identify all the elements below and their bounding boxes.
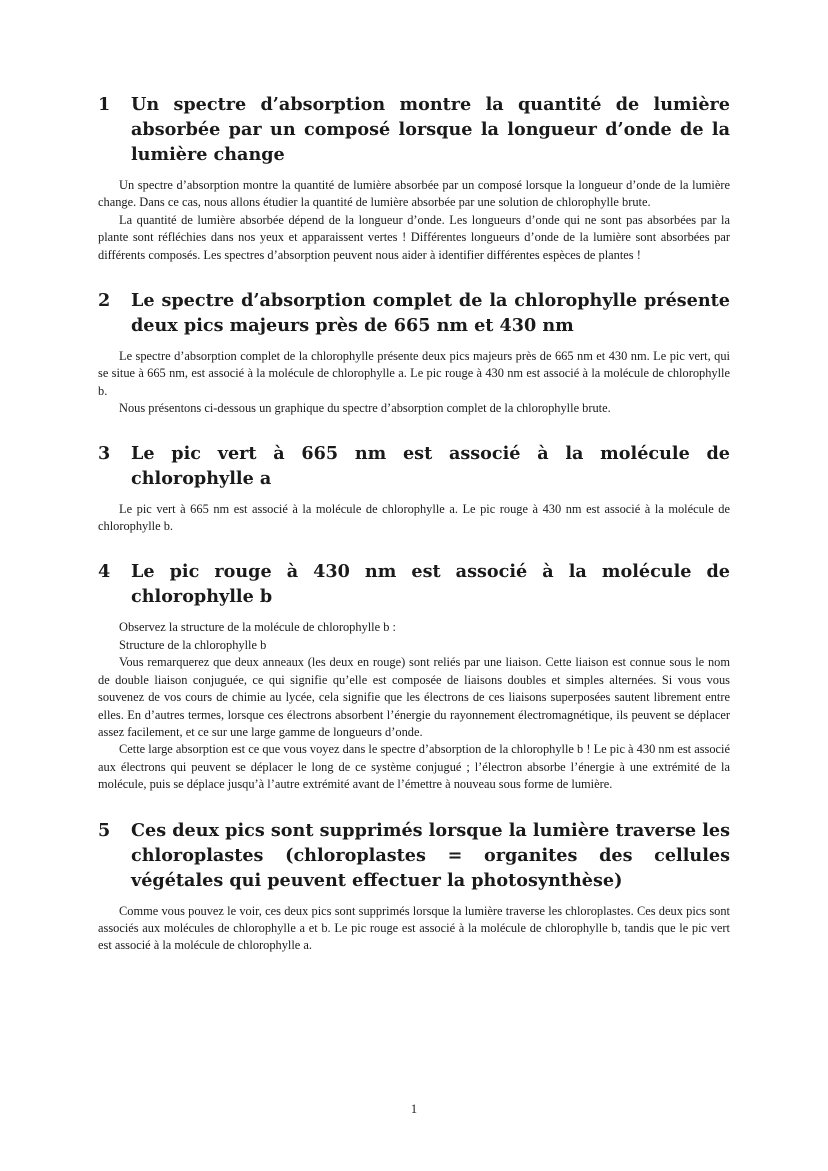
section-1 <box>98 92 730 264</box>
section-title: Ces deux pics sont supprimés lorsque la lumière traverse les chloroplastes (chloroplastes = organites des cellules végétales qui peuvent effectuer la photosynthèse) <box>131 819 730 891</box>
paragraph: Structure de la chlorophylle b <box>119 637 267 652</box>
section-2 <box>98 288 730 418</box>
paragraph: La quantité de lumière absorbée dépend de la longueur d’onde. Les longueurs d’onde qui ne sont pas absorbées par la plante sont réfléchies dans nos yeux et apparaissent vertes ! Différentes longueurs d’onde de la lumière sont absorbées par différents composés. Les spectres d’absorption peuvent nous aider à identifier différentes espèces de plantes ! <box>98 212 730 262</box>
page-number: 1 <box>410 1102 418 1116</box>
paragraph: Cette large absorption est ce que vous voyez dans le spectre d’absorption de la chlorophylle b ! Le pic à 430 nm est associé aux électrons qui peuvent se déplacer le long de ce système conjugué ; l’électron absorbe l’énergie à une extrémité de la molécule, puis se déplace jusqu’à l’autre extrémité avant de l’émettre à nouveau sous forme de lumière. <box>98 742 730 792</box>
section-heading <box>98 441 730 491</box>
paragraph: Comme vous pouvez le voir, ces deux pics sont supprimés lorsque la lumière traverse les chloroplastes. Ces deux pics sont associés aux molécules de chlorophylle a et b. Le pic rouge est associé à la molécule de chlorophylle b, tandis que le pic vert est associé à la molécule de chlorophylle a. <box>98 903 730 953</box>
section-heading <box>98 559 730 609</box>
section-heading <box>98 288 730 338</box>
section-title: Un spectre d’absorption montre la quantité de lumière absorbée par un composé lorsque la longueur d’onde de la lumière change <box>131 94 730 165</box>
section-3 <box>98 441 730 536</box>
section-heading <box>98 818 730 893</box>
paragraph: Nous présentons ci-dessous un graphique du spectre d’absorption complet de la chlorophylle brute. <box>119 401 611 416</box>
paragraph: Le pic vert à 665 nm est associé à la molécule de chlorophylle a. Le pic rouge à 430 nm est associé à la molécule de chlorophylle b. <box>98 501 730 534</box>
section-4 <box>98 559 730 793</box>
section-number: 5 <box>98 819 111 841</box>
section-5 <box>98 818 730 955</box>
section-heading <box>98 92 730 167</box>
section-number: 4 <box>98 561 111 583</box>
section-title: Le pic rouge à 430 nm est associé à la molécule de chlorophylle b <box>131 561 730 608</box>
section-title: Le spectre d’absorption complet de la chlorophylle présente deux pics majeurs près de 665 nm et 430 nm <box>131 290 730 337</box>
section-number: 2 <box>98 290 111 312</box>
section-number: 3 <box>98 442 111 464</box>
paragraph: Observez la structure de la molécule de chlorophylle b : <box>119 620 396 635</box>
paragraph: Vous remarquerez que deux anneaux (les deux en rouge) sont reliés par une liaison. Cette liaison est connue sous le nom de double liaison conjuguée, ce qui signifie qu’elle est composée de liaisons doubles et simples alternées. Si vous vous souvenez de vos cours de chimie au lycée, cela signifie que les électrons de ces liaisons superposées sautent librement entre elles. En d’autres termes, lorsque ces électrons absorbent l’énergie du rayonnement électromagnétique, ils peuvent se déplacer assez facilement, et ce sur une large gamme de longueurs d’onde. <box>98 655 730 739</box>
paragraph: Le spectre d’absorption complet de la chlorophylle présente deux pics majeurs près de 665 nm et 430 nm. Le pic vert, qui se situe à 665 nm, est associé à la molécule de chlorophylle a. Le pic rouge à 430 nm est associé à la molécule de chlorophylle b. <box>98 349 730 398</box>
paragraph: Un spectre d’absorption montre la quantité de lumière absorbée par un composé lorsque la longueur d’onde de la lumière change. Dans ce cas, nous allons étudier la quantité de lumière absorbée par une solution de chlorophylle brute. <box>98 178 730 210</box>
section-number: 1 <box>98 94 111 115</box>
document-page <box>98 92 730 955</box>
section-title: Le pic vert à 665 nm est associé à la molécule de chlorophylle a <box>131 442 730 489</box>
